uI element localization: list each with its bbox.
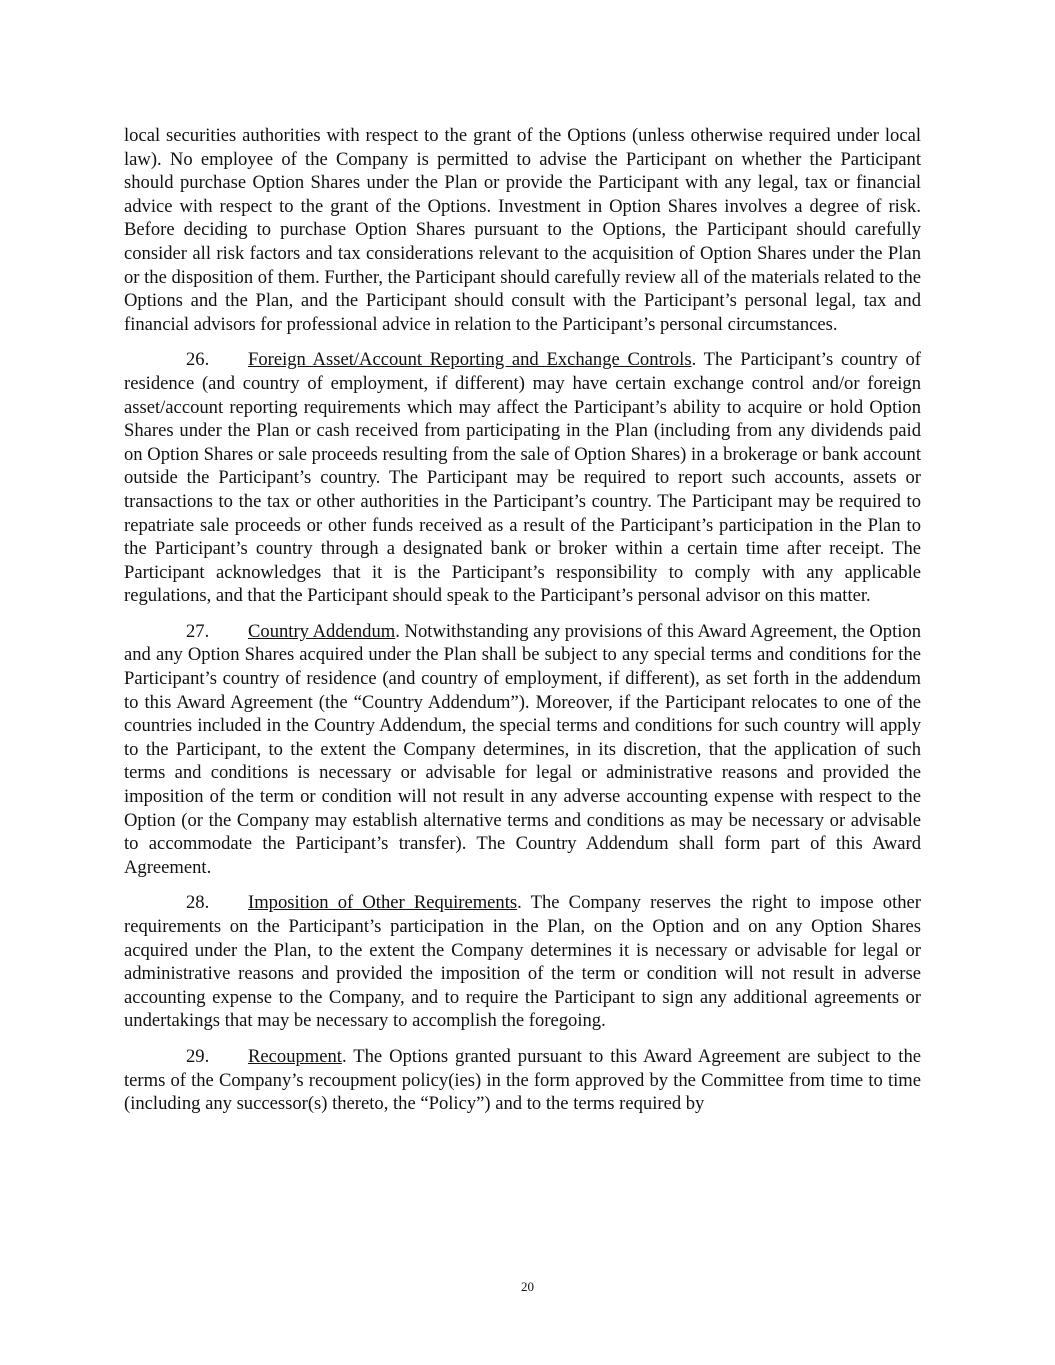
section-number: 26. [186,349,210,371]
section-29 [124,1045,921,1116]
section-heading: Recoupment [248,1045,342,1067]
section-body: . The Company reserves the right to impose other requirements on the Participant’s participation in the Plan, on the Option and on any Option Shares acquired under the Plan, to the extent the Company determines it is necessary or advisable for legal or administrative reasons and provided the imposition of the term or condition will not result in adverse accounting expense to the Company, and to require the Participant to sign any additional agreements or undertakings that may be necessary to accomplish the foregoing. [124,892,921,1032]
section-heading: Imposition of Other Requirements [248,892,518,914]
section-26 [124,348,921,608]
section-number: 28. [186,892,210,914]
section-heading: Foreign Asset/Account Reporting and Exchange Controls [248,349,692,371]
section-body: . The Participant’s country of residence (and country of employment, if different) may have certain exchange control and/or foreign asset/account reporting requirements which may affect the Participant’s ability to acquire or hold Option Shares under the Plan or cash received from participating in the Plan (including from any dividends paid on Option Shares or sale proceeds resulting from the sale of Option Shares) in a brokerage or bank account outside the Participant’s country. The Participant may be required to report such accounts, assets or transactions to the tax or other authorities in the Participant’s country. The Participant may be required to repatriate sale proceeds or other funds received as a result of the Participant’s participation in the Plan to the Participant’s country through a designated bank or broker within a certain time after receipt. The Participant acknowledges that it is the Participant’s responsibility to comply with any applicable regulations, and that the Participant should speak to the Participant’s personal advisor on this matter. [124,349,921,607]
section-heading: Country Addendum [248,620,396,642]
page-number: 20 [521,1279,534,1294]
section-28 [124,891,921,1033]
section-number: 27. [186,620,210,642]
continuation-paragraph: local securities authorities with respect to the grant of the Options (unless otherwise required under local law). No employee of the Company is permitted to advise the Participant on whether the Participant should purchase Option Shares under the Plan or provide the Participant with any legal, tax or financial advice with respect to the grant of the Options. Investment in Option Shares involves a degree of risk. Before deciding to purchase Option Shares pursuant to the Options, the Participant should carefully consider all risk factors and tax considerations relevant to the acquisition of Option Shares under the Plan or the disposition of them. Further, the Participant should carefully review all of the materials related to the Options and the Plan, and the Participant should consult with the Participant’s personal legal, tax and financial advisors for professional advice in relation to the Participant’s personal circumstances. [124,125,922,335]
document-page [124,124,921,1128]
section-body: . Notwithstanding any provisions of this Award Agreement, the Option and any Option Shares acquired under the Plan shall be subject to any special terms and conditions for the Participant’s country of residence (and country of employment, if different), as set forth in the addendum to this Award Agreement (the “Country Addendum”). Moreover, if the Participant relocates to one of the countries included in the Country Addendum, the special terms and conditions for such country will apply to the Participant, to the extent the Company determines, in its discretion, that the application of such terms and conditions is necessary or advisable for legal or administrative reasons and provided the imposition of the term or condition will not result in any adverse accounting expense with respect to the Option (or the Company may establish alternative terms and conditions as may be necessary or advisable to accommodate the Participant’s transfer). The Country Addendum shall form part of this Award Agreement. [124,620,922,878]
section-27 [124,620,921,880]
section-number: 29. [186,1045,210,1067]
section-body: . The Options granted pursuant to this Award Agreement are subject to the terms of the Company’s recoupment policy(ies) in the form approved by the Committee from time to time (including any successor(s) thereto, the “Policy”) and to the terms required by [124,1045,921,1115]
